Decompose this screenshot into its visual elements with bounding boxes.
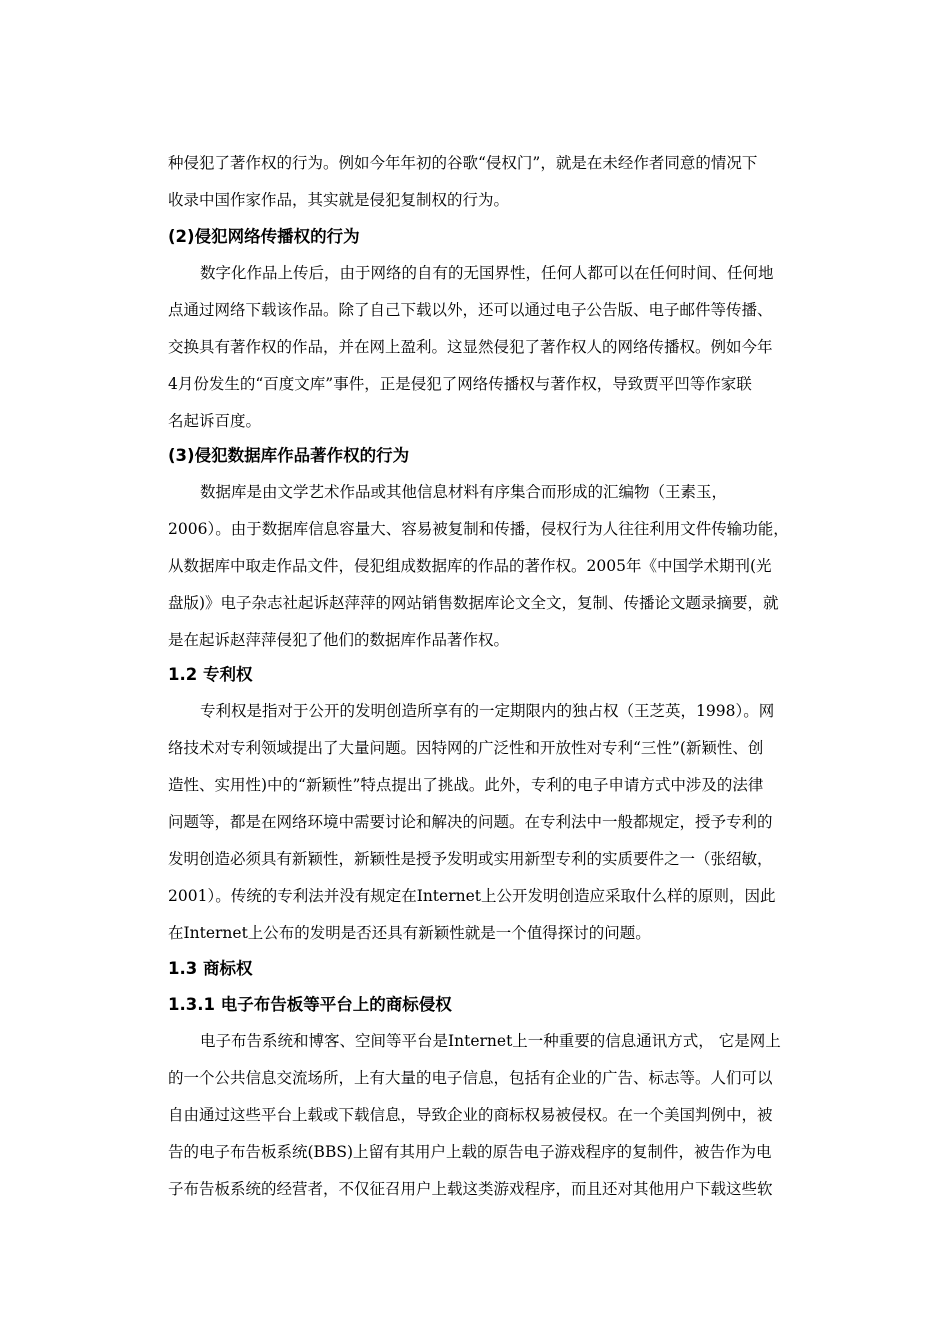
body-text-line: 的一个公共信息交流场所，上有大量的电子信息，包括有企业的广告、标志等。人们可以 <box>168 1069 773 1087</box>
body-text-line: 数据库是由文学艺术作品或其他信息材料有序集合而形成的汇编物（王素玉， <box>200 483 728 501</box>
body-text-line: 种侵犯了著作权的行为。例如今年年初的谷歌“侵权门”，就是在未经作者同意的情况下 <box>168 154 758 172</box>
body-text-line: 2006）。由于数据库信息容量大、容易被复制和传播，侵权行为人往往利用文件传输功能， <box>168 520 789 538</box>
body-text-line: 自由通过这些平台上载或下载信息，导致企业的商标权易被侵权。在一个美国判例中，被 <box>168 1106 773 1124</box>
section-heading: (3)侵犯数据库作品著作权的行为 <box>168 446 410 465</box>
body-text-line: 名起诉百度。 <box>168 412 262 430</box>
body-text-line: 问题等，都是在网络环境中需要讨论和解决的问题。在专利法中一般都规定，授予专利的 <box>168 813 773 831</box>
body-text-line: 从数据库中取走作品文件，侵犯组成数据库的作品的著作权。2005年《中国学术期刊(光 <box>168 557 772 575</box>
body-text-line: 点通过网络下载该作品。除了自己下载以外，还可以通过电子公告版、电子邮件等传播、 <box>168 301 773 319</box>
section-heading: 1.3 商标权 <box>168 959 253 978</box>
subsection-heading: 1.3.1 电子布告板等平台上的商标侵权 <box>168 995 452 1014</box>
body-text-line: 络技术对专利领域提出了大量问题。因特网的广泛性和开放性对专利“三性”(新颖性、创 <box>168 739 764 757</box>
body-text-line: 盘版)》电子杂志社起诉赵萍萍的网站销售数据库论文全文，复制、传播论文题录摘要，就 <box>168 594 779 612</box>
section-heading: 1.2 专利权 <box>168 665 253 684</box>
body-text-line: 电子布告系统和博客、空间等平台是Internet上一种重要的信息通讯方式， 它是网上 <box>200 1032 781 1050</box>
body-text-line: 2001）。传统的专利法并没有规定在Internet上公开发明创造应采取什么样的原则，因此 <box>168 887 776 905</box>
body-text-line: 是在起诉赵萍萍侵犯了他们的数据库作品著作权。 <box>168 631 510 649</box>
body-text-line: 告的电子布告板系统(BBS)上留有其用户上载的原告电子游戏程序的复制件，被告作为电 <box>168 1143 772 1161</box>
body-text-line: 4月份发生的“百度文库”事件，正是侵犯了网络传播权与著作权，导致贾平凹等作家联 <box>168 375 752 393</box>
body-text-line: 专利权是指对于公开的发明创造所享有的一定期限内的独占权（王芝英，1998）。网 <box>200 702 775 720</box>
body-text-line: 交换具有著作权的作品，并在网上盈利。这显然侵犯了著作权人的网络传播权。例如今年 <box>168 338 773 356</box>
body-text-line: 收录中国作家作品，其实就是侵犯复制权的行为。 <box>168 191 510 209</box>
body-text-line: 发明创造必须具有新颖性，新颖性是授予发明或实用新型专利的实质要件之一（张绍敏， <box>168 850 773 868</box>
body-text-line: 造性、实用性)中的“新颖性”特点提出了挑战。此外，专利的电子申请方式中涉及的法律 <box>168 776 764 794</box>
section-heading: (2)侵犯网络传播权的行为 <box>168 227 360 246</box>
body-text-line: 子布告板系统的经营者，不仅征召用户上载这类游戏程序，而且还对其他用户下载这些软 <box>168 1180 773 1198</box>
body-text-line: 在Internet上公布的发明是否还具有新颖性就是一个值得探讨的问题。 <box>168 924 651 942</box>
body-text-line: 数字化作品上传后，由于网络的自有的无国界性，任何人都可以在任何时间、任何地 <box>200 264 774 282</box>
